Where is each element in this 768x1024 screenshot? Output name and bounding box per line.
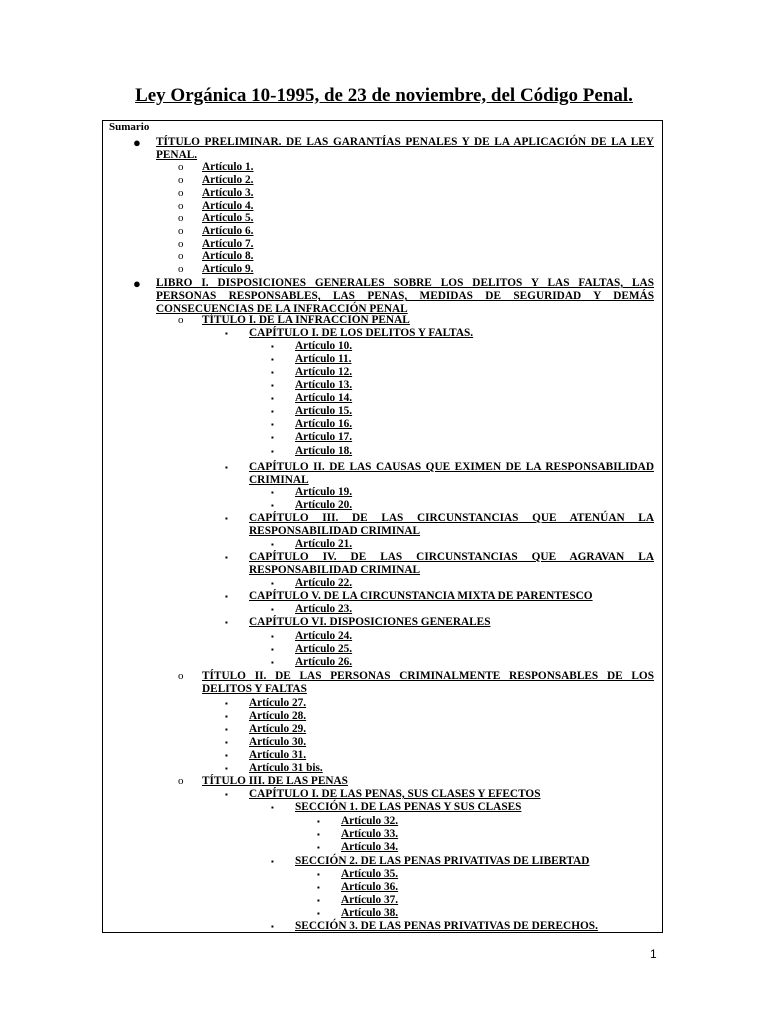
bullet-icon: ▪ <box>271 355 274 364</box>
bullet-icon: ▪ <box>271 501 274 510</box>
bullet-icon: ▪ <box>271 605 274 614</box>
bullet-icon: o <box>178 263 184 275</box>
toc-entry-text[interactable]: Artículo 22. <box>295 577 353 589</box>
toc-entry-text[interactable]: Artículo 24. <box>295 630 353 642</box>
bullet-icon: o <box>178 187 184 199</box>
toc-entry-text[interactable]: Artículo 11. <box>295 353 352 365</box>
bullet-icon: ▪ <box>225 790 228 799</box>
toc-entry-text[interactable]: Artículo 5. <box>202 212 254 224</box>
toc-entry-text[interactable]: Artículo 28. <box>249 710 307 722</box>
bullet-icon: ▪ <box>317 896 320 905</box>
toc-entry-text[interactable]: Artículo 20. <box>295 499 353 511</box>
bullet-icon: ▪ <box>225 463 228 472</box>
bullet-icon: ▪ <box>271 342 274 351</box>
bullet-icon: o <box>178 200 184 212</box>
bullet-icon: ▪ <box>317 830 320 839</box>
toc-entry-text[interactable]: Artículo 38. <box>341 907 399 919</box>
toc-entry-text[interactable]: Artículo 36. <box>341 881 399 893</box>
bullet-icon: ▪ <box>225 738 228 747</box>
toc-entry-text[interactable]: Artículo 37. <box>341 894 399 906</box>
bullet-icon: ▪ <box>271 433 274 442</box>
toc-entry-text[interactable]: SECCIÓN 1. DE LAS PENAS Y SUS CLASES <box>295 801 522 813</box>
bullet-icon: ▪ <box>271 488 274 497</box>
bullet-icon: ▪ <box>271 579 274 588</box>
toc-entry-text[interactable]: Artículo 7. <box>202 238 254 250</box>
toc-entry-text[interactable]: Artículo 8. <box>202 250 254 262</box>
bullet-icon: o <box>178 212 184 224</box>
bullet-icon: ▪ <box>225 751 228 760</box>
toc-entry-text[interactable]: CAPÍTULO V. DE LA CIRCUNSTANCIA MIXTA DE PARENTESCO <box>249 590 593 602</box>
bullet-icon: ▪ <box>225 712 228 721</box>
toc-entry-text[interactable]: Artículo 13. <box>295 379 353 391</box>
bullet-icon: o <box>178 161 184 173</box>
toc-entry-text[interactable]: Artículo 3. <box>202 187 254 199</box>
toc-entry-text[interactable]: Artículo 18. <box>295 445 353 457</box>
bullet-icon: ▪ <box>271 857 274 866</box>
summary-label: Sumario <box>109 121 150 133</box>
bullet-icon: ▪ <box>271 420 274 429</box>
toc-entry-text[interactable]: Artículo 33. <box>341 828 399 840</box>
toc-entry-text[interactable]: Artículo 16. <box>295 418 353 430</box>
toc-entry-text[interactable]: SECCIÓN 3. DE LAS PENAS PRIVATIVAS DE DERECHOS. <box>295 920 598 932</box>
toc-entry-text[interactable]: CAPÍTULO III. DE LAS CIRCUNSTANCIAS QUE ATENÚAN LA RESPONSABILIDAD CRIMINAL <box>249 512 654 538</box>
bullet-icon: ▪ <box>225 699 228 708</box>
toc-entry-text[interactable]: Artículo 21. <box>295 538 353 550</box>
bullet-icon: o <box>178 238 184 250</box>
bullet-icon: o <box>178 250 184 262</box>
toc-entry-text[interactable]: Artículo 10. <box>295 340 353 352</box>
toc-entry-text[interactable]: Artículo 6. <box>202 225 254 237</box>
bullet-icon: ▪ <box>271 394 274 403</box>
bullet-icon: ▪ <box>225 725 228 734</box>
toc-entry-text[interactable]: Artículo 2. <box>202 174 254 186</box>
toc-entry-text[interactable]: TÍTULO II. DE LAS PERSONAS CRIMINALMENTE RESPONSABLES DE LOS DELITOS Y FALTAS <box>202 670 654 696</box>
bullet-icon: ▪ <box>271 447 274 456</box>
toc-entry-text[interactable]: Artículo 9. <box>202 263 254 275</box>
toc-entry-text[interactable]: Artículo 12. <box>295 366 353 378</box>
bullet-icon: ▪ <box>225 764 228 773</box>
toc-entry-text[interactable]: SECCIÓN 2. DE LAS PENAS PRIVATIVAS DE LIBERTAD <box>295 855 590 867</box>
toc-entry-text[interactable]: Artículo 34. <box>341 841 399 853</box>
toc-entry-text[interactable]: Artículo 15. <box>295 405 353 417</box>
bullet-icon: ▪ <box>225 592 228 601</box>
toc-entry-text[interactable]: CAPÍTULO VI. DISPOSICIONES GENERALES <box>249 616 491 628</box>
toc-entry-text[interactable]: Artículo 4. <box>202 200 254 212</box>
toc-entry-text[interactable]: CAPÍTULO II. DE LAS CAUSAS QUE EXIMEN DE LA RESPONSABILIDAD CRIMINAL <box>249 461 654 487</box>
toc-entry-text[interactable]: LIBRO I. DISPOSICIONES GENERALES SOBRE LOS DELITOS Y LAS FALTAS, LAS PERSONAS RESPONSABLES, LAS PENAS, MEDIDAS DE SEGURIDAD Y DEMÁS CONSECUENCIAS DE LA INFRACCIÓN PENAL <box>156 277 654 316</box>
toc-entry-text[interactable]: Artículo 1. <box>202 161 254 173</box>
toc-entry-text[interactable]: Artículo 35. <box>341 868 399 880</box>
toc-entry-text[interactable]: TÍTULO I. DE LA INFRACCIÓN PENAL <box>202 314 410 326</box>
bullet-icon: o <box>178 775 184 787</box>
toc-entry-text[interactable]: CAPÍTULO IV. DE LAS CIRCUNSTANCIAS QUE AGRAVAN LA RESPONSABILIDAD CRIMINAL <box>249 551 654 577</box>
bullet-icon: ▪ <box>225 329 228 338</box>
toc-entry-text[interactable]: Artículo 14. <box>295 392 353 404</box>
toc-entry-text[interactable]: CAPÍTULO I. DE LAS PENAS, SUS CLASES Y EFECTOS <box>249 788 541 800</box>
toc-entry-text[interactable]: Artículo 23. <box>295 603 353 615</box>
toc-entry-text[interactable]: Artículo 30. <box>249 736 307 748</box>
bullet-icon: ▪ <box>271 540 274 549</box>
bullet-icon: ▪ <box>271 922 274 931</box>
toc-entry-text[interactable]: TÍTULO III. DE LAS PENAS <box>202 775 348 787</box>
bullet-icon: ▪ <box>271 368 274 377</box>
bullet-icon: ● <box>133 276 141 291</box>
document-title: Ley Orgánica 10-1995, de 23 de noviembre, del Código Penal. <box>135 85 633 106</box>
toc-entry-text[interactable]: Artículo 19. <box>295 486 353 498</box>
bullet-icon: ▪ <box>317 883 320 892</box>
toc-entry-text[interactable]: Artículo 32. <box>341 815 399 827</box>
bullet-icon: ▪ <box>271 803 274 812</box>
toc-entry-text[interactable]: Artículo 26. <box>295 656 353 668</box>
bullet-icon: ▪ <box>271 407 274 416</box>
toc-entry-text[interactable]: CAPÍTULO I. DE LOS DELITOS Y FALTAS. <box>249 327 474 339</box>
bullet-icon: ▪ <box>225 553 228 562</box>
bullet-icon: ▪ <box>271 632 274 641</box>
bullet-icon: ▪ <box>271 645 274 654</box>
toc-entry-text[interactable]: Artículo 31 bis. <box>249 762 323 774</box>
bullet-icon: o <box>178 670 184 682</box>
bullet-icon: ▪ <box>317 843 320 852</box>
page-number: 1 <box>650 947 657 961</box>
toc-entry-text[interactable]: Artículo 29. <box>249 723 307 735</box>
toc-entry-text[interactable]: Artículo 31. <box>249 749 307 761</box>
bullet-icon: ▪ <box>271 658 274 667</box>
toc-entry-text[interactable]: Artículo 27. <box>249 697 307 709</box>
toc-entry-text[interactable]: TÍTULO PRELIMINAR. DE LAS GARANTÍAS PENALES Y DE LA APLICACIÓN DE LA LEY PENAL. <box>156 136 654 162</box>
bullet-icon: ▪ <box>317 909 320 918</box>
bullet-icon: o <box>178 314 184 326</box>
bullet-icon: ▪ <box>317 817 320 826</box>
toc-entry-text[interactable]: Artículo 25. <box>295 643 353 655</box>
bullet-icon: ▪ <box>225 618 228 627</box>
bullet-icon: o <box>178 225 184 237</box>
bullet-icon: ▪ <box>225 514 228 523</box>
bullet-icon: ▪ <box>317 870 320 879</box>
bullet-icon: ▪ <box>271 381 274 390</box>
toc-entry-text[interactable]: Artículo 17. <box>295 431 353 443</box>
bullet-icon: ● <box>133 135 141 150</box>
bullet-icon: o <box>178 174 184 186</box>
